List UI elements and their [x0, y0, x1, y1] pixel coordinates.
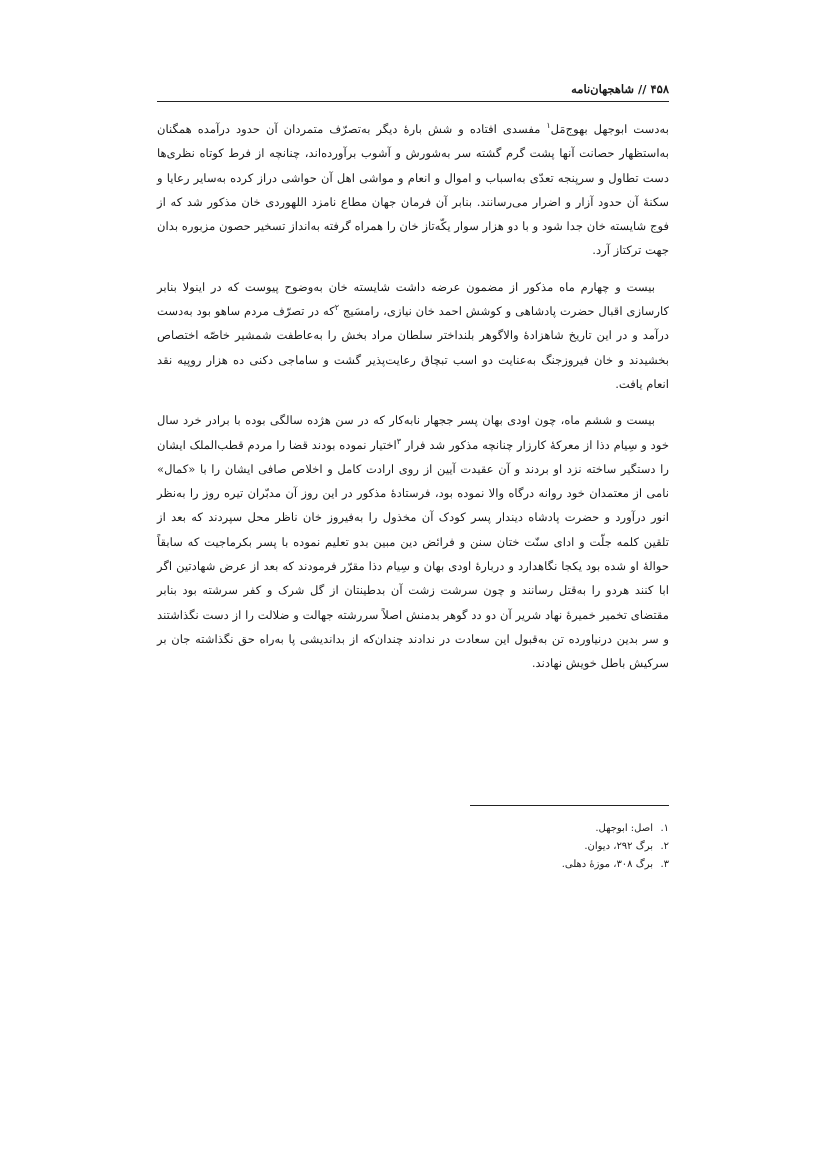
footnote-2	[157, 838, 669, 856]
paragraph-text: بیست و چهارم ماه مذکور از مضمون عرضه داشت شایسته خان به‌وضوح پیوست که در اینولا بنابر کارسازی اقبال حضرت پادشاهی و کوشش احمد خان نیازی، رامسَیج	[157, 279, 669, 319]
footnote-1	[157, 820, 669, 838]
footnote-number: ۱.	[660, 823, 669, 834]
paragraph-1	[157, 117, 669, 263]
footnote-marker: ۱	[546, 121, 551, 131]
running-header: ۴۵۸ // شاهجهان‌نامه	[571, 82, 669, 96]
footnote-number: ۲.	[660, 841, 669, 852]
paragraph-text: به‌دست ابوجهل بهوج‌مَل	[550, 122, 669, 136]
document-page	[157, 0, 669, 1169]
footnotes	[157, 820, 669, 874]
footnote-3	[157, 856, 669, 874]
footnote-marker: ۲	[334, 303, 340, 313]
footnote-text: برگ ۲۹۲، دیوان.	[584, 841, 653, 852]
body-text	[157, 117, 669, 688]
footnote-text: برگ ۳۰۸، موزهٔ دهلی.	[561, 859, 653, 870]
header-rule	[157, 101, 669, 102]
footnote-text: اصل: ابوجهل.	[595, 823, 653, 834]
paragraph-2	[157, 275, 669, 396]
paragraph-3	[157, 408, 669, 675]
footnote-number: ۳.	[660, 859, 669, 870]
paragraph-text: اختیار نموده بودند قضا را مردم قطب‌الملک ایشان را دستگیر ساخته نزد او بردند و آن عقیدت آیین از روی ارادت کامل و اخلاص صافی ایشان را با «کمال» نامی از معتمدان خود روانه درگاه والا نموده بود، فرستادهٔ مذکور در این روز آن مدبّران تیره روز را به‌نظر انور درآورد و حضرت پادشاه دیندار پسر کودک آن مخذول را به‌فیروز خان ناظر محل سپردند که بعد از تلقین کلمه جلّت و ادای سنّت ختان سنن و فرائض دین مبین بدو تعلیم نموده با پسر بکرماجیت که سابقاً حوالهٔ او شده بود یکجا نگاهدارد و دربارهٔ اودی بهان و سِیام دذا مقرّر فرمودند که بعد از عرض شهادتین اگر ابا کنند هردو را به‌قتل رسانند و چون سرشت زشت آن بدطینتان از گل شرک و کفر سرشته بود بنابر مقتضای تخمیر خمیرهٔ نهاد شریر آن دو دد گوهر بدمنش اصلاً سررشته جهالت و ضلالت را از دست نگذاشتند و سر بدین درنیاورده تن به‌قبول این سعادت در ندادند چندان‌که از بداندیشی پا به‌راه حق نگذاشته جان بر سرکیش باطل خویش نهادند.	[157, 437, 669, 671]
paragraph-text: که در تصرّف مردم ساهو بود به‌دست درآمد و در این تاریخ شاهزادهٔ والاگوهر بلنداختر سلطان مراد بخش را به‌عاطفت شمشیر خاصّه اختصاص بخشیدند و خان فیروزجنگ به‌عنایت دو اسب تبچاق رعایت‌پذیر گشت و ساماجی دکنی ده هزار روپیه نقد انعام یافت.	[157, 304, 669, 391]
paragraph-text: بیست و ششم ماه، چون اودی بهان پسر ججهار نابه‌کار که در سن هژده سالگی بوده با برادر خرد سال خود و سِیام دذا از معرکهٔ کارزار چنانچه مذکور شد فرار	[157, 413, 669, 452]
footnote-rule	[470, 805, 669, 806]
footnote-marker: ۳	[396, 436, 402, 446]
paragraph-text: مفسدی افتاده و شش بارهٔ دیگر به‌تصرّف متمردان آن حدود درآمده همگنان به‌استظهار حصانت آنها پشت گرم گشته سر به‌شورش و آشوب برآورده‌اند، چنانچه از فرط کوتاه نظری‌ها دست تطاول و سرپنجه تعدّی به‌اسباب و اموال و انعام و مواشی اهل آن حواشی دراز کرده به‌سایر رعایا و سکنهٔ آن حدود آزار و اضرار می‌رسانند. بنابر آن فرمان جهان مطاع نامزد اللهوردی خان مذکور شد که از فوج شایسته خان جدا شود و با دو هزار سوار یکّه‌تاز خان را همراه گرفته به‌انداز تسخیر حصون مزبوره بدان جهت ترکتاز آرد.	[157, 122, 669, 258]
